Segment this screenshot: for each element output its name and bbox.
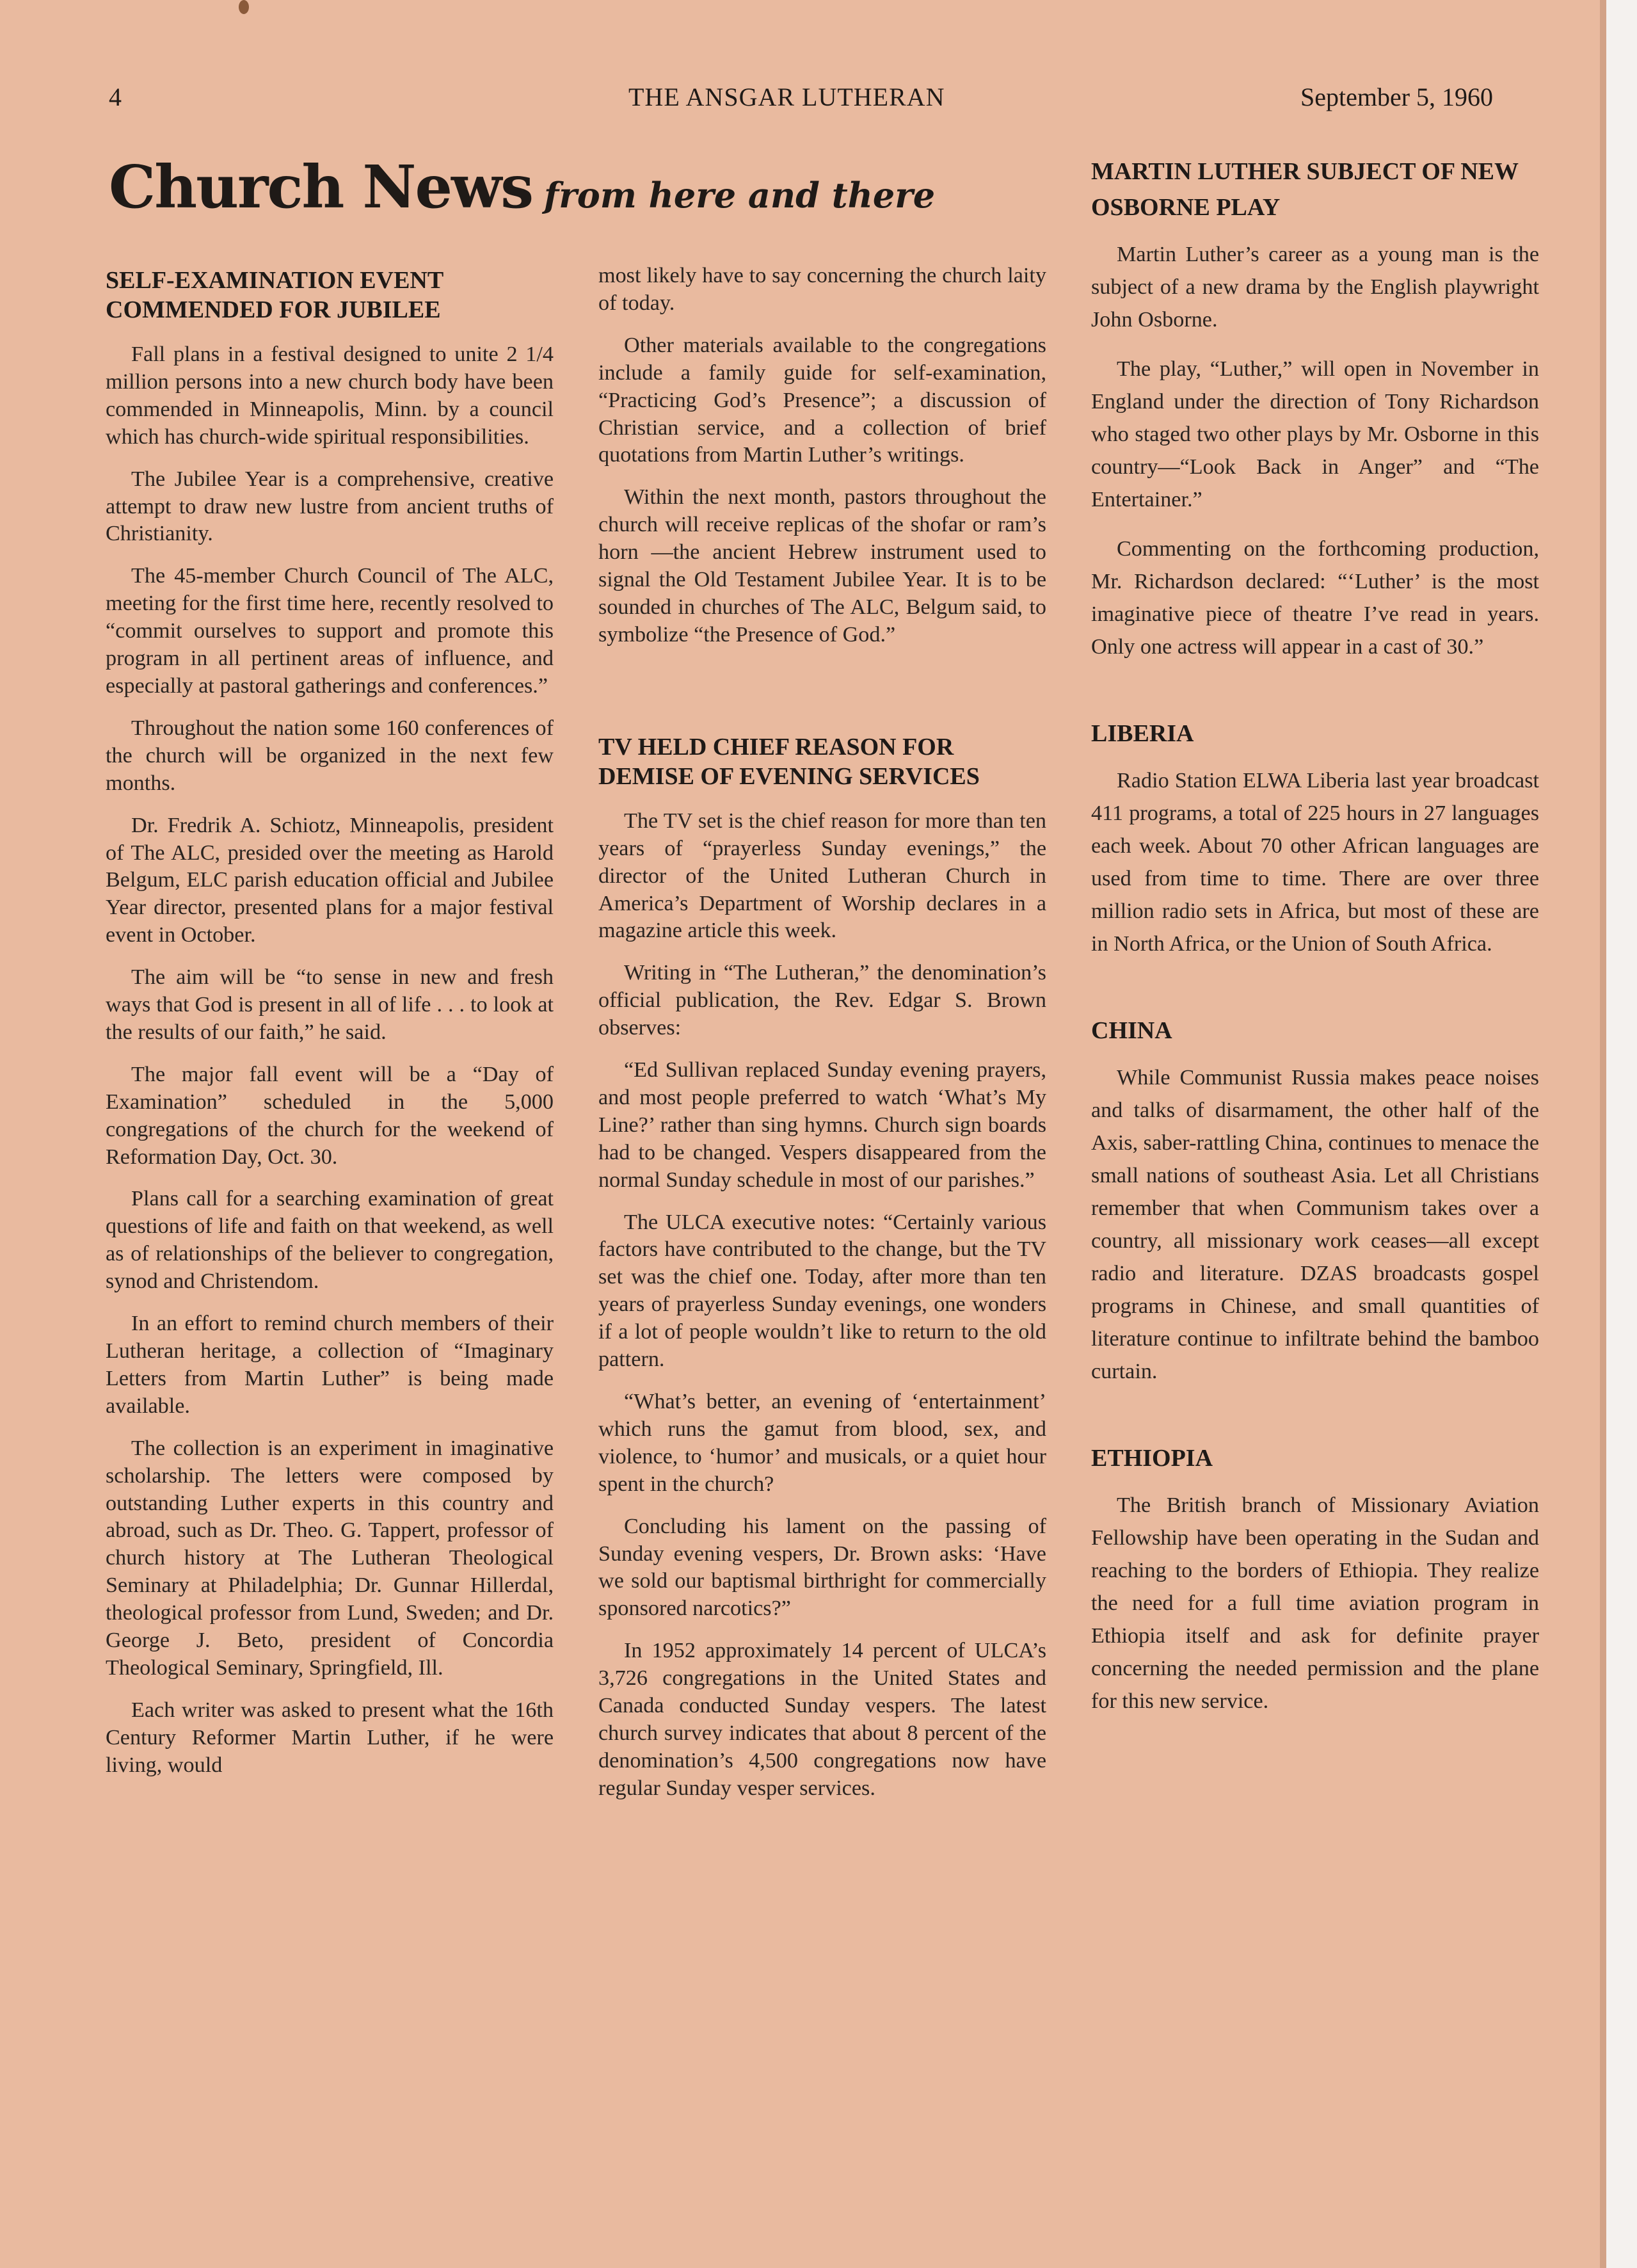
paragraph: Dr. Fredrik A. Schiotz, Minneapolis, president of The ALC, presided over the meeting as Harold Belgum, ELC parish education official and Jubilee Year director, presented plans for a major festival event in October. [106, 813, 554, 947]
article-headline-china: CHINA [1091, 1017, 1172, 1044]
paragraph: The 45-member Church Council of The ALC, meeting for the first time here, recently resolved to “commit ourselves to support and promote this program in all pertinent areas of influence, and especially at pastoral gatherings and conferences.” [106, 564, 554, 698]
paragraph: In an effort to remind church members of their Lutheran heritage, a collection of “Imaginary Letters from Martin Luther” is being made available. [106, 1312, 554, 1418]
issue-date: September 5, 1960 [1300, 83, 1494, 111]
paragraph: The Jubilee Year is a comprehensive, creative attempt to draw new lustre from ancient truths of Christianity. [106, 467, 554, 546]
column-gap [1091, 680, 1539, 716]
paragraph: Concluding his lament on the passing of Sunday evening vespers, Dr. Brown asks: ‘Have we sold our baptismal birthright for commercially sponsored narcotics?” [598, 1514, 1046, 1621]
column-gap [598, 664, 1046, 732]
paragraph: The ULCA executive notes: “Certainly various factors have contributed to the change, but the TV set was the chief one. Today, after more than ten years of prayerless Sunday evenings, one wonders if a lot of people wouldn’t like to return to the old pattern. [598, 1210, 1046, 1372]
paragraph: “What’s better, an evening of ‘entertainment’ which runs the gamut from blood, sex, and violence, to ‘humor’ and musicals, or a quiet hour spent in the church? [598, 1390, 1046, 1496]
masthead [0, 82, 1600, 120]
banner-title: Church News [109, 152, 533, 221]
column-1 [106, 266, 554, 1794]
paragraph: The TV set is the chief reason for more than ten years of “prayerless Sunday evenings,” the director of the United Lutheran Church in America’s Department of Worship declares in a magazine article this week. [598, 808, 1046, 943]
paragraph: Other materials available to the congregations include a family guide for self-examination, “Practicing God’s Presence”; a discussion of Christian service, and a collection of brief quotations from Martin Luther’s writings. [598, 333, 1046, 467]
paragraph: Fall plans in a festival designed to unite 2 1/4 million persons into a new church body have been commended in Minneapolis, Minn. by a council which has church-wide spiritual responsibilities. [106, 342, 554, 449]
article-headline-ethiopia: ETHIOPIA [1091, 1445, 1213, 1472]
paragraph: The play, “Luther,” will open in November in England under the direction of Tony Richardson who staged two other plays by Mr. Osborne in this country—“Look Back in Anger” and “The Entertainer.” [1091, 357, 1539, 511]
publication-name: THE ANSGAR LUTHERAN [628, 83, 945, 111]
page-background-edge [1606, 0, 1637, 2268]
column-gap [1091, 977, 1539, 1013]
paragraph: Within the next month, pastors throughout the church will receive replicas of the shofar or ram’s horn —the ancient Hebrew instrument used to signal the Old Testament Jubilee Year. It is to be sounded in churches of The ALC, Belgum said, to symbolize “the Presence of God.” [598, 485, 1046, 647]
paragraph: “Ed Sullivan replaced Sunday evening prayers, and most people preferred to watch ‘What’s My Line?’ rather than sing hymns. Church sign boards had to be changed. Vespers disappeared from the normal Sunday schedule in most of our parishes.” [598, 1058, 1046, 1192]
paragraph: Commenting on the forthcoming production, Mr. Richardson declared: “‘Luther’ is the most imaginative piece of theatre I’ve read in years. Only one actress will appear in a cast of 30.” [1091, 537, 1539, 659]
paragraph: Each writer was asked to present what the 16th Century Reformer Martin Luther, if he were living, would [106, 1698, 554, 1777]
paragraph: Plans call for a searching examination of great questions of life and faith on that weekend, as well as of relationships of the believer to congregation, synod and Christendom. [106, 1187, 554, 1294]
article-headline-tv: TV HELD CHIEF REASON FOR DEMISE OF EVENING SERVICES [598, 733, 980, 790]
column-gap [1091, 1404, 1539, 1440]
paragraph: While Communist Russia makes peace noises and talks of disarmament, the other half of the Axis, saber-rattling China, continues to menace the small nations of southeast Asia. Let all Christians remember that when Communism takes over a country, all missionary work ceases—all except radio and literature. DZAS broadcasts gospel programs in Chinese, and small quantities of literature continue to infiltrate behind the bamboo curtain. [1091, 1066, 1539, 1383]
paragraph: The British branch of Missionary Aviation Fellowship have been operating in the Sudan and reaching to the borders of Ethiopia. They realize the need for a full time aviation program in Ethiopia itself and ask for definite prayer concerning the needed permission and the plane for this new service. [1091, 1493, 1539, 1713]
paragraph: Throughout the nation some 160 conferences of the church will be organized in the next few months. [106, 716, 554, 795]
paragraph-continued: most likely have to say concerning the church laity of today. [598, 264, 1046, 315]
article-headline-liberia: LIBERIA [1091, 720, 1194, 747]
column-3 [1091, 154, 1539, 1734]
paragraph: In 1952 approximately 14 percent of ULCA’s 3,726 congregations in the United States and Canada conducted Sunday vespers. The latest church survey indicates that about 8 percent of the denomination’s 4,500 congregations now have regular Sunday vesper services. [598, 1639, 1046, 1800]
ink-stain [239, 0, 249, 14]
section-banner [109, 152, 1056, 229]
banner-subtitle: from here and there [544, 175, 936, 216]
column-2 [598, 262, 1046, 1817]
paragraph: The aim will be “to sense in new and fresh ways that God is present in all of life . . . to look at the results of our faith,” he said. [106, 965, 554, 1044]
article-headline-osborne-play: MARTIN LUTHER SUBJECT OF NEW OSBORNE PLAY [1091, 158, 1519, 221]
paragraph: Writing in “The Lutheran,” the denomination’s official publication, the Rev. Edgar S. Brown observes: [598, 961, 1046, 1040]
page-number: 4 [109, 83, 122, 111]
paragraph: Martin Luther’s career as a young man is the subject of a new drama by the English playwright John Osborne. [1091, 243, 1539, 332]
paragraph: The collection is an experiment in imaginative scholarship. The letters were composed by outstanding Luther experts in this country and abroad, such as Dr. Theo. G. Tappert, professor of church history at The Lutheran Theological Seminary at Philadelphia; Dr. Gunnar Hillerdal, theological professor from Lund, Sweden; and Dr. George J. Beto, president of Concordia Theological Seminary, Springfield, Ill. [106, 1436, 554, 1680]
paragraph: The major fall event will be a “Day of Examination” scheduled in the 5,000 congregations of the church for the weekend of Reformation Day, Oct. 30. [106, 1062, 554, 1169]
article-headline-self-examination: SELF-EXAMINATION EVENT COMMENDED FOR JUBILEE [106, 267, 443, 323]
paragraph: Radio Station ELWA Liberia last year broadcast 411 programs, a total of 225 hours in 27 languages each week. About 70 other African languages are used from time to time. There are over three million radio sets in Africa, but most of these are in North Africa, or the Union of South Africa. [1091, 769, 1539, 956]
